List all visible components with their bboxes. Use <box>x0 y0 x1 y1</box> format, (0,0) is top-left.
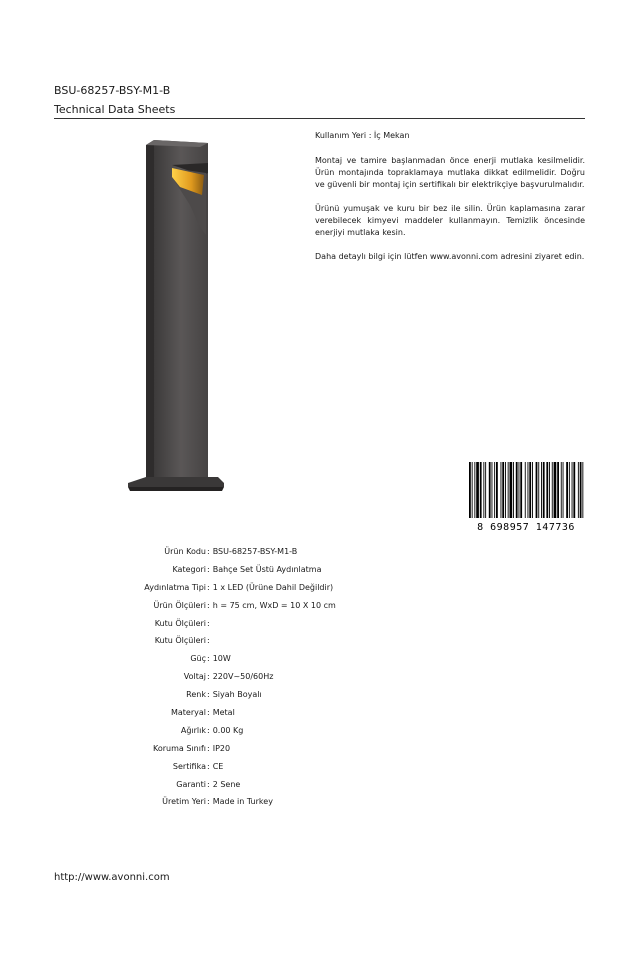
usage-location: Kullanım Yeri : İç Mekan <box>315 131 410 140</box>
spec-row <box>0 795 640 813</box>
spec-value: : 10W <box>207 654 231 664</box>
spec-label: Koruma Sınıfı <box>153 743 206 753</box>
barcode-bar <box>525 462 526 518</box>
spec-label: Voltaj <box>183 672 206 682</box>
spec-label: Ağırlık <box>180 725 206 735</box>
spec-row <box>0 670 640 688</box>
spec-label: Renk <box>186 690 206 700</box>
spec-row <box>0 563 640 581</box>
barcode-bar <box>569 462 570 518</box>
spec-value: : <box>207 618 210 628</box>
spec-value: : 220V~50/60Hz <box>207 672 274 682</box>
spec-value: : BSU-68257-BSY-M1-B <box>207 547 298 556</box>
barcode-bar <box>469 462 471 518</box>
spec-row <box>0 760 640 778</box>
spec-row <box>0 778 640 796</box>
info-section <box>315 130 585 275</box>
spec-label: Materyal <box>170 708 206 718</box>
spec-label: Kategori <box>172 564 206 574</box>
spec-row <box>0 599 640 617</box>
barcode-bar <box>513 462 514 518</box>
spec-value-text: Bahçe Set Üstü Aydınlatma <box>212 564 322 574</box>
spec-row <box>0 706 640 724</box>
info-paragraph-cleaning: Ürünü yumuşak ve kuru bir bez ile silin. Ürün kaplamasına zarar verebilecek kimyevi maddeler kullanmayın. Temizlik öncesinde enerjiyi mutlaka kesin. <box>315 204 585 237</box>
info-paragraph-safety: Montaj ve tamire başlanmadan önce enerji mutlaka kesilmelidir. Ürün montajında topraklamaya mutlaka dikkat edilmelidir. Doğru ve güvenli bir montaj için sertifikalı bir elektrikçiye başvurulmalıdır. <box>315 156 585 189</box>
spec-row <box>0 581 640 599</box>
barcode-bar <box>508 462 509 518</box>
spec-value: : h = 75 cm, WxD = 10 X 10 cm <box>207 600 336 610</box>
spec-value: : CE <box>207 761 224 771</box>
barcode-bar <box>520 462 522 518</box>
spec-row <box>0 652 640 670</box>
product-image <box>120 135 230 495</box>
spec-value: : Siyah Boyalı <box>207 690 262 700</box>
barcode-bar <box>483 462 484 518</box>
product-code-heading: BSU-68257-BSY-M1-B <box>54 84 171 97</box>
barcode-bar <box>474 462 475 518</box>
barcode-bar <box>546 462 548 518</box>
specifications-table <box>0 545 640 813</box>
spec-label: Kutu Ölçüleri <box>154 618 206 628</box>
spec-value-text: Made in Turkey <box>212 797 273 807</box>
barcode-bar <box>519 462 520 518</box>
barcode-bar <box>496 462 498 518</box>
spec-row <box>0 724 640 742</box>
barcode-bar <box>485 462 486 518</box>
barcode-bar <box>538 462 539 518</box>
barcode-bar <box>505 462 506 518</box>
barcode-bar <box>489 462 491 518</box>
spec-label: Aydınlatma Tipi <box>144 582 206 592</box>
barcode-bar <box>494 462 495 518</box>
barcode-bar <box>563 462 564 518</box>
barcode-bar <box>472 462 473 518</box>
barcode-digits: 8 698957 147736 <box>477 522 575 532</box>
spec-label: Güç <box>190 654 206 664</box>
spec-value: : 1 x LED (Ürüne Dahil Değildir) <box>207 582 334 592</box>
barcode-bar <box>582 462 583 518</box>
barcode-bar <box>502 462 504 518</box>
barcode-bar <box>492 462 493 518</box>
barcode-bar <box>552 462 553 518</box>
spec-label: Kutu Ölçüleri <box>154 636 206 646</box>
barcode-bar <box>580 462 582 518</box>
barcode-bar <box>476 462 479 518</box>
barcode <box>467 462 585 532</box>
spec-label: Ürün Ölçüleri <box>153 600 206 610</box>
barcode-bar <box>549 462 550 518</box>
barcode-bar <box>554 462 557 518</box>
barcode-bar <box>532 462 533 518</box>
footer-url: http://www.avonni.com <box>54 872 170 883</box>
barcode-bar <box>543 462 545 518</box>
spec-value-text: Metal <box>212 708 235 718</box>
spec-value-text: 1 x LED (Ürüne Dahil Değildir) <box>212 582 334 592</box>
barcode-bar <box>557 462 559 518</box>
barcode-bar <box>516 462 518 518</box>
barcode-bar <box>501 462 502 518</box>
spec-row <box>0 545 640 563</box>
spec-value-text: IP20 <box>212 743 231 753</box>
spec-value-text: h = 75 cm, WxD = 10 X 10 cm <box>212 600 336 610</box>
spec-row <box>0 688 640 706</box>
spec-label: Üretim Yeri <box>162 797 206 807</box>
spec-value-text: 10W <box>212 654 231 664</box>
barcode-bar <box>480 462 482 518</box>
info-paragraph-website: Daha detaylı bilgi için lütfen www.avonni.com adresini ziyaret edin. <box>315 252 585 261</box>
spec-value: : <box>207 636 210 646</box>
barcode-bars <box>469 462 583 518</box>
spec-value-text: BSU-68257-BSY-M1-B <box>212 547 298 556</box>
spec-row <box>0 742 640 760</box>
header-divider <box>54 118 585 119</box>
spec-label: Sertifika <box>172 761 206 771</box>
spec-value-text: CE <box>212 761 224 771</box>
barcode-bar <box>561 462 562 518</box>
barcode-bar <box>529 462 531 518</box>
spec-value: : 0.00 Kg <box>207 725 244 735</box>
barcode-bar <box>578 462 579 518</box>
spec-value: : Made in Turkey <box>207 797 273 807</box>
spec-value: : Metal <box>207 708 235 718</box>
barcode-bar <box>536 462 538 518</box>
barcode-bar <box>541 462 542 518</box>
barcode-bar <box>528 462 529 518</box>
spec-row <box>0 617 640 635</box>
barcode-bar <box>510 462 513 518</box>
barcode-bar <box>566 462 568 518</box>
spec-row <box>0 634 640 652</box>
spec-value-text: 0.00 Kg <box>212 725 244 735</box>
barcode-bar <box>572 462 573 518</box>
spec-value: : 2 Sene <box>207 779 241 789</box>
document-subtitle: Technical Data Sheets <box>54 103 176 116</box>
spec-value-text: 220V~50/60Hz <box>212 672 274 682</box>
spec-value-text: 2 Sene <box>212 779 241 789</box>
spec-value: : Bahçe Set Üstü Aydınlatma <box>207 564 322 574</box>
spec-label: Garanti <box>176 779 206 789</box>
spec-value: : IP20 <box>207 743 231 753</box>
spec-value-text: Siyah Boyalı <box>212 690 262 700</box>
barcode-bar <box>573 462 575 518</box>
spec-label: Ürün Kodu <box>164 547 206 556</box>
